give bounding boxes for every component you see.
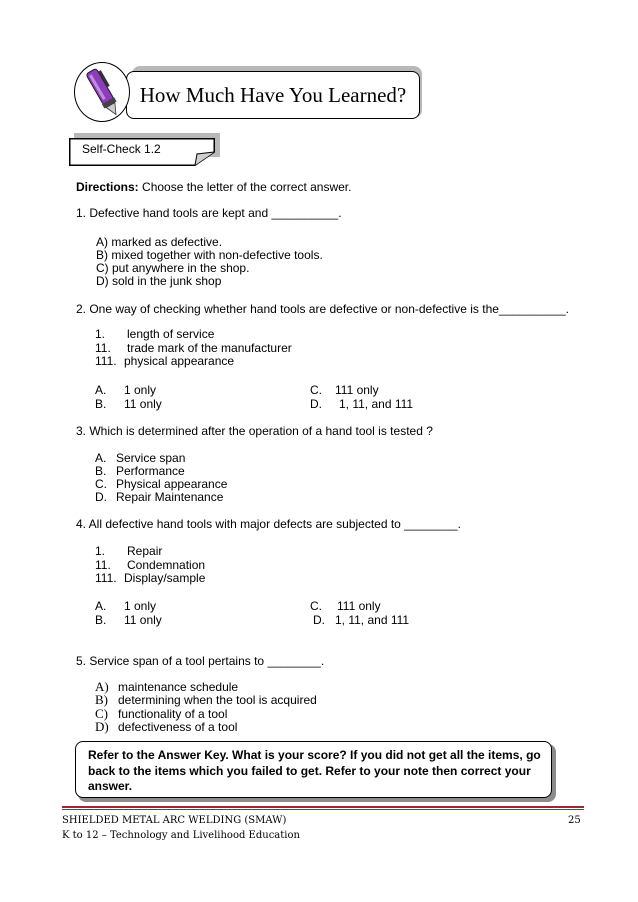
q2-choice-b-text: 11 only [124, 397, 162, 411]
q2-choice-d-text: 1, 11, and 111 [339, 397, 414, 411]
q4-choice-a-text: 1 only [124, 599, 157, 613]
q2-choice-d-letter: D. [310, 397, 322, 411]
q4-choice-d-text: 1, 11, and 111 [335, 613, 410, 627]
q5-option-b-text: determining when the tool is acquired [118, 693, 317, 707]
question-4: 4. All defective hand tools with major defects are subjected to ________. [76, 517, 461, 531]
q5-option-d-text: defectiveness of a tool [118, 720, 238, 734]
q3-option-b-letter: B. [95, 464, 107, 478]
q2-item-num-3: 111. [95, 354, 117, 368]
q1-option-d: D) sold in the junk shop [96, 274, 222, 288]
q4-choice-a-letter: A. [95, 599, 107, 613]
q4-item-num-1: 1. [95, 544, 106, 558]
q2-choice-b-letter: B. [95, 397, 107, 411]
footer-program: K to 12 – Technology and Livelihood Education [62, 830, 300, 841]
q1-option-b: B) mixed together with non-defective tools. [96, 248, 323, 262]
q4-choice-b-text: 11 only [124, 613, 162, 627]
q5-option-a-letter: A) [95, 679, 109, 694]
q2-choice-c-text: 111 only [335, 383, 379, 397]
question-2: 2. One way of checking whether hand tools are defective or non-defective is the__________. [76, 302, 569, 316]
q4-item-text-3: Display/sample [124, 571, 206, 585]
q3-option-c-letter: C. [95, 477, 107, 491]
question-1: 1. Defective hand tools are kept and __________. [76, 206, 342, 220]
q3-option-d-text: Repair Maintenance [116, 490, 224, 504]
answer-key-note-text: Refer to the Answer Key. What is your score? If you did not get all the items, go back to the items which you failed to get. Refer to your note then correct your answer. [88, 748, 541, 793]
q3-option-d-letter: D. [95, 490, 107, 504]
q4-item-num-3: 111. [95, 571, 117, 585]
q1-option-a: A) marked as defective. [96, 235, 223, 249]
q4-item-num-2: 11. [95, 558, 111, 572]
q5-option-d-letter: D) [95, 719, 109, 734]
footer-rule-thin [62, 809, 584, 810]
q2-choice-a-text: 1 only [124, 383, 157, 397]
q4-item-text-2: Condemnation [127, 558, 206, 572]
q5-option-b-letter: B) [95, 692, 108, 707]
directions-label: Directions: [76, 180, 139, 194]
q3-option-b-text: Performance [116, 464, 185, 478]
q2-choice-c-letter: C. [310, 383, 322, 397]
q2-choice-a-letter: A. [95, 383, 107, 397]
q2-item-text-2: trade mark of the manufacturer [127, 341, 292, 355]
q4-choice-c-letter: C. [310, 599, 322, 613]
q3-option-a-text: Service span [116, 451, 186, 465]
q2-item-num-1: 1. [95, 327, 106, 341]
q4-item-text-1: Repair [127, 544, 163, 558]
pen-icon [80, 64, 126, 120]
question-5: 5. Service span of a tool pertains to ________. [76, 654, 325, 668]
q2-item-num-2: 11. [95, 341, 111, 355]
q2-item-text-3: physical appearance [124, 354, 235, 368]
q4-choice-c-text: 111 only [337, 599, 381, 613]
page-number: 25 [568, 815, 581, 826]
q5-option-c-letter: C) [95, 706, 108, 721]
q3-option-a-letter: A. [95, 451, 107, 465]
directions-text: Choose the letter of the correct answer. [138, 180, 352, 194]
q1-option-c: C) put anywhere in the shop. [96, 261, 250, 275]
q4-choice-d-letter: D. [313, 613, 325, 627]
footer-rule [62, 806, 584, 808]
directions [76, 180, 351, 194]
footer-course: SHIELDED METAL ARC WELDING (SMAW) [62, 815, 287, 826]
question-3: 3. Which is determined after the operation of a hand tool is tested ? [76, 424, 433, 438]
q5-option-c-text: functionality of a tool [118, 707, 228, 721]
q5-option-a-text: maintenance schedule [118, 680, 239, 694]
page-title: How Much Have You Learned? [139, 82, 407, 107]
self-check-label: Self-Check 1.2 [82, 142, 161, 156]
q3-option-c-text: Physical appearance [116, 477, 228, 491]
q2-item-text-1: length of service [127, 327, 215, 341]
q4-choice-b-letter: B. [95, 613, 107, 627]
